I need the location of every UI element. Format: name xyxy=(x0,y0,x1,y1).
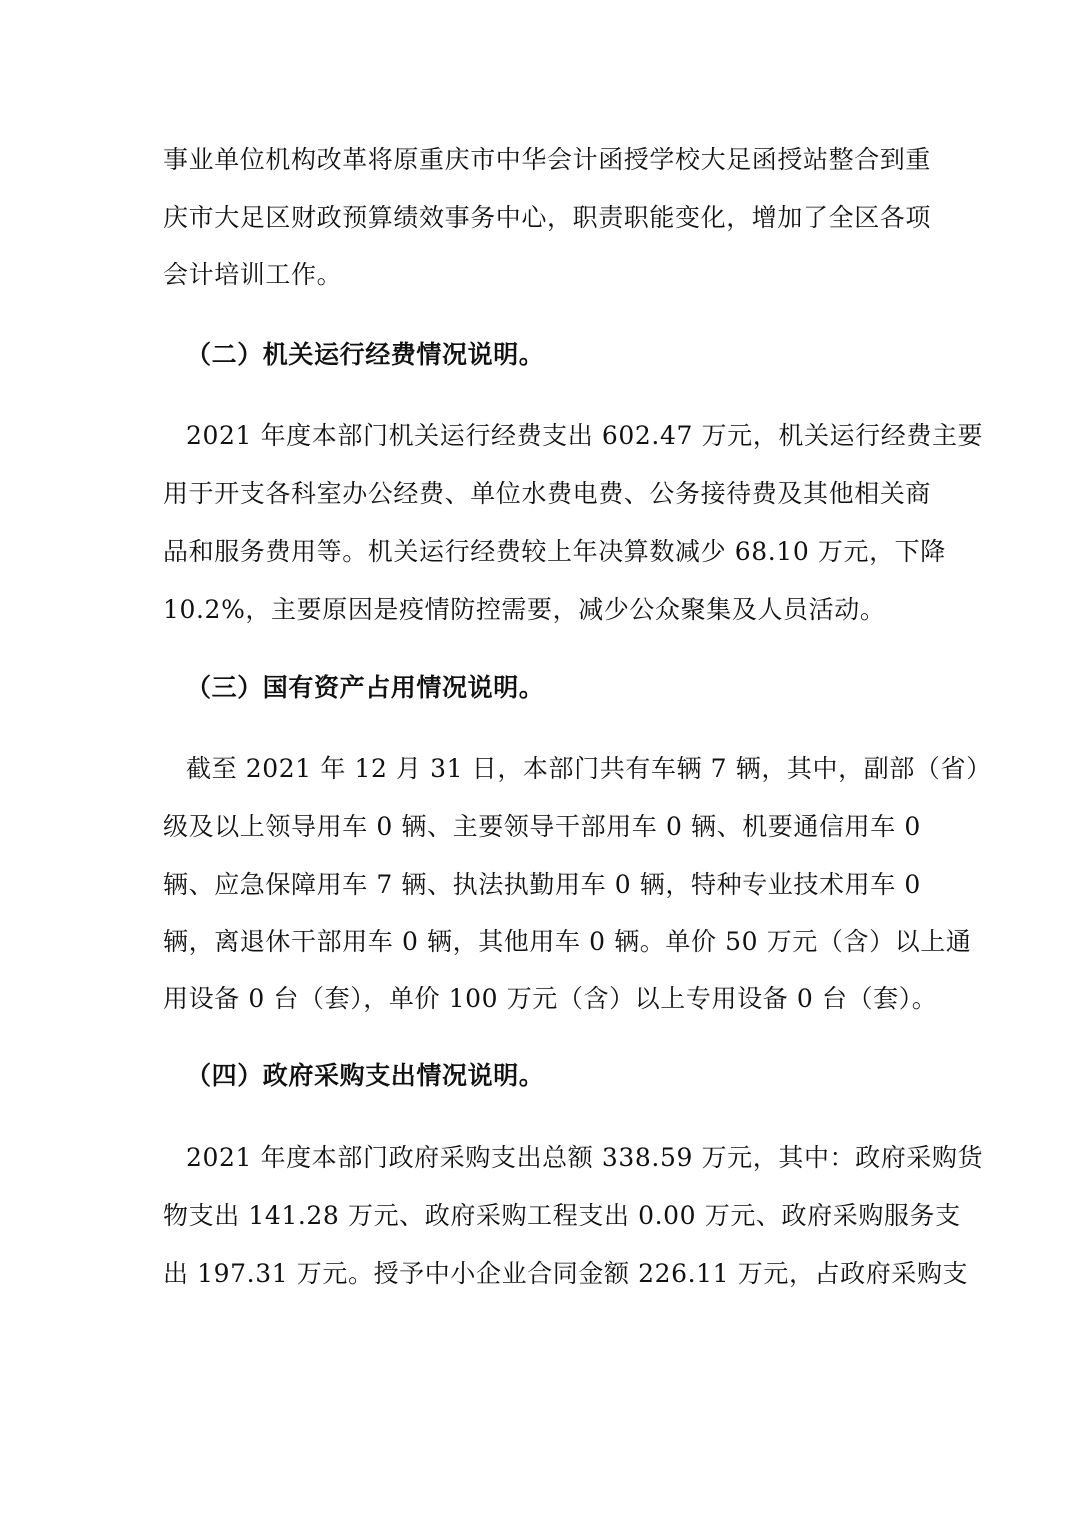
paragraph-line: 级及以上领导用车 0 辆、主要领导干部用车 0 辆、机要通信用车 0 xyxy=(163,812,921,841)
paragraph-line: 用于开支各科室办公经费、单位水费电费、公务接待费及其他相关商 xyxy=(163,479,932,508)
paragraph-line: 会计培训工作。 xyxy=(163,260,343,289)
paragraph-line: 2021 年度本部门政府采购支出总额 338.59 万元，其中：政府采购货 xyxy=(186,1143,984,1172)
paragraph-line: 事业单位机构改革将原重庆市中华会计函授学校大足函授站整合到重 xyxy=(163,145,932,174)
paragraph-line: 出 197.31 万元。授予中小企业合同金额 226.11 万元，占政府采购支 xyxy=(163,1259,969,1288)
paragraph-line: 10.2%，主要原因是疫情防控需要，减少公众聚集及人员活动。 xyxy=(163,595,886,624)
paragraph-line: 2021 年度本部门机关运行经费支出 602.47 万元，机关运行经费主要 xyxy=(186,421,984,450)
section-heading-2: （二）机关运行经费情况说明。 xyxy=(186,340,545,369)
paragraph-line: 庆市大足区财政预算绩效事务中心，职责职能变化，增加了全区各项 xyxy=(163,203,932,232)
section-heading-4: （四）政府采购支出情况说明。 xyxy=(186,1061,545,1090)
section-heading-3: （三）国有资产占用情况说明。 xyxy=(186,673,545,702)
paragraph-line: 辆，离退休干部用车 0 辆，其他用车 0 辆。单价 50 万元（含）以上通 xyxy=(163,927,972,956)
paragraph-line: 辆、应急保障用车 7 辆、执法执勤用车 0 辆，特种专业技术用车 0 xyxy=(163,870,921,899)
paragraph-line: 品和服务费用等。机关运行经费较上年决算数减少 68.10 万元，下降 xyxy=(163,537,946,566)
paragraph-line: 用设备 0 台（套），单价 100 万元（含）以上专用设备 0 台（套）。 xyxy=(163,984,938,1013)
paragraph-line: 截至 2021 年 12 月 31 日，本部门共有车辆 7 辆，其中，副部（省） xyxy=(186,754,992,783)
paragraph-line: 物支出 141.28 万元、政府采购工程支出 0.00 万元、政府采购服务支 xyxy=(163,1201,961,1230)
